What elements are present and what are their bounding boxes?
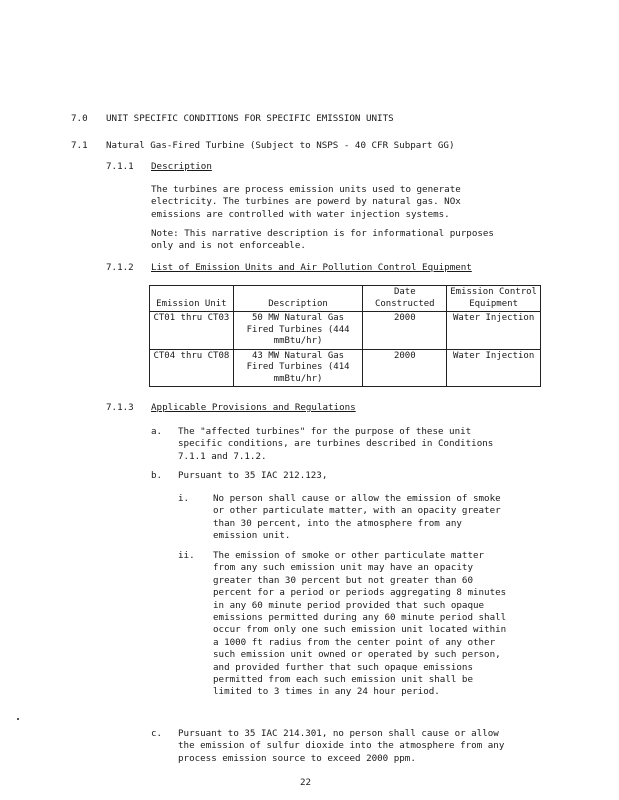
description-heading: Description [151, 161, 212, 172]
provision-b-ii-line: greater than 30 percent but not greater than 60 [213, 574, 473, 586]
provision-b-ii-line: The emission of smoke or other particulate matter [213, 550, 485, 561]
header-date-constructed: Date Constructed [363, 286, 447, 312]
provision-c-line: Pursuant to 35 IAC 214.301, no person shall cause or allow [178, 728, 499, 739]
provision-b-ii-line: and provided further that such opaque emissions [213, 661, 473, 673]
provision-b-ii-line: in any 60 minute period provided that such opaque [213, 599, 485, 611]
provision-b-ii-label: ii. [178, 550, 195, 561]
provision-b-ii-line: such emission unit owned or operated by such person, [213, 649, 501, 661]
provision-a-line: specific conditions, are turbines described in Conditions [178, 438, 494, 450]
provision-b-intro: Pursuant to 35 IAC 212.123, [178, 470, 328, 481]
scan-speck [17, 718, 19, 720]
provision-b-ii-line: occur from only one such emission unit located within [213, 624, 507, 636]
header-emission-unit: Emission Unit [150, 286, 234, 312]
provision-c-line: process emission source to exceed 2000 ppm. [178, 752, 416, 764]
subsection-number: 7.1 [71, 140, 88, 151]
header-description: Description [233, 286, 363, 312]
provision-a-label: a. [151, 426, 163, 437]
cell-date: 2000 [363, 349, 447, 387]
provision-b-ii-line: permitted from each such emission unit shall be [213, 674, 473, 686]
cell-date: 2000 [363, 312, 447, 350]
provision-b-i-text [213, 493, 501, 543]
page-number: 22 [300, 777, 312, 788]
provision-c-line: the emission of sulfur dioxide into the atmosphere from any [178, 740, 505, 752]
provision-a-line: 7.1.1 and 7.1.2. [178, 450, 267, 462]
provision-b-i-line: or other particulate matter, with an opacity greater [213, 505, 501, 517]
emission-units-table [149, 285, 541, 387]
provision-b-i-label: i. [178, 493, 190, 504]
units-list-number: 7.1.2 [106, 262, 134, 273]
provision-b-i-line: emission unit. [213, 530, 291, 542]
section-number: 7.0 [71, 113, 88, 124]
provision-b-ii-line: a 1000 ft radius from the center point of any other [213, 636, 496, 648]
provision-a-line: The "affected turbines" for the purpose of these unit [178, 426, 472, 437]
provision-c-text [178, 728, 504, 765]
section-title: UNIT SPECIFIC CONDITIONS FOR SPECIFIC EMISSION UNITS [106, 113, 394, 124]
description-line: electricity. The turbines are powerd by natural gas. NOx [151, 196, 461, 208]
description-line: The turbines are process emission units used to generate [151, 184, 461, 195]
note-line: Note: This narrative description is for informational purposes [151, 228, 494, 239]
provision-b-ii-line: emissions permitted during any 60 minute period shall [213, 612, 507, 624]
description-number: 7.1.1 [106, 161, 134, 172]
table-header-row [150, 286, 541, 312]
provision-c-label: c. [151, 728, 163, 739]
table-row [150, 312, 541, 350]
table-row [150, 349, 541, 387]
provision-b-ii-line: from any such emission unit may have an opacity [213, 562, 473, 574]
header-control-equipment: Emission Control Equipment [447, 286, 541, 312]
note-line: only and is not enforceable. [151, 240, 306, 252]
cell-unit: CT01 thru CT03 [150, 312, 234, 350]
provision-b-ii-line: limited to 3 times in any 24 hour period. [213, 686, 440, 698]
cell-description: 50 MW Natural Gas Fired Turbines (444 mmBtu/hr) [233, 312, 363, 350]
provisions-heading: Applicable Provisions and Regulations [151, 402, 356, 413]
subsection-title: Natural Gas-Fired Turbine (Subject to NSPS - 40 CFR Subpart GG) [106, 140, 455, 151]
cell-description: 43 MW Natural Gas Fired Turbines (414 mmBtu/hr) [233, 349, 363, 387]
description-line: emissions are controlled with water injection systems. [151, 208, 450, 220]
cell-unit: CT04 thru CT08 [150, 349, 234, 387]
description-note [151, 228, 494, 253]
units-list-heading: List of Emission Units and Air Pollution Control Equipment [151, 262, 472, 273]
provision-b-ii-text [213, 550, 506, 699]
provision-b-ii-line: percent for a period or periods aggregating 8 minutes [213, 587, 507, 599]
provision-b-i-line: No person shall cause or allow the emission of smoke [213, 493, 501, 504]
cell-control: Water Injection [447, 349, 541, 387]
provision-b-label: b. [151, 470, 163, 481]
provision-a-text [178, 426, 493, 463]
description-body [151, 184, 461, 221]
provision-b-i-line: than 30 percent, into the atmosphere from any [213, 517, 462, 529]
provisions-number: 7.1.3 [106, 402, 134, 413]
cell-control: Water Injection [447, 312, 541, 350]
